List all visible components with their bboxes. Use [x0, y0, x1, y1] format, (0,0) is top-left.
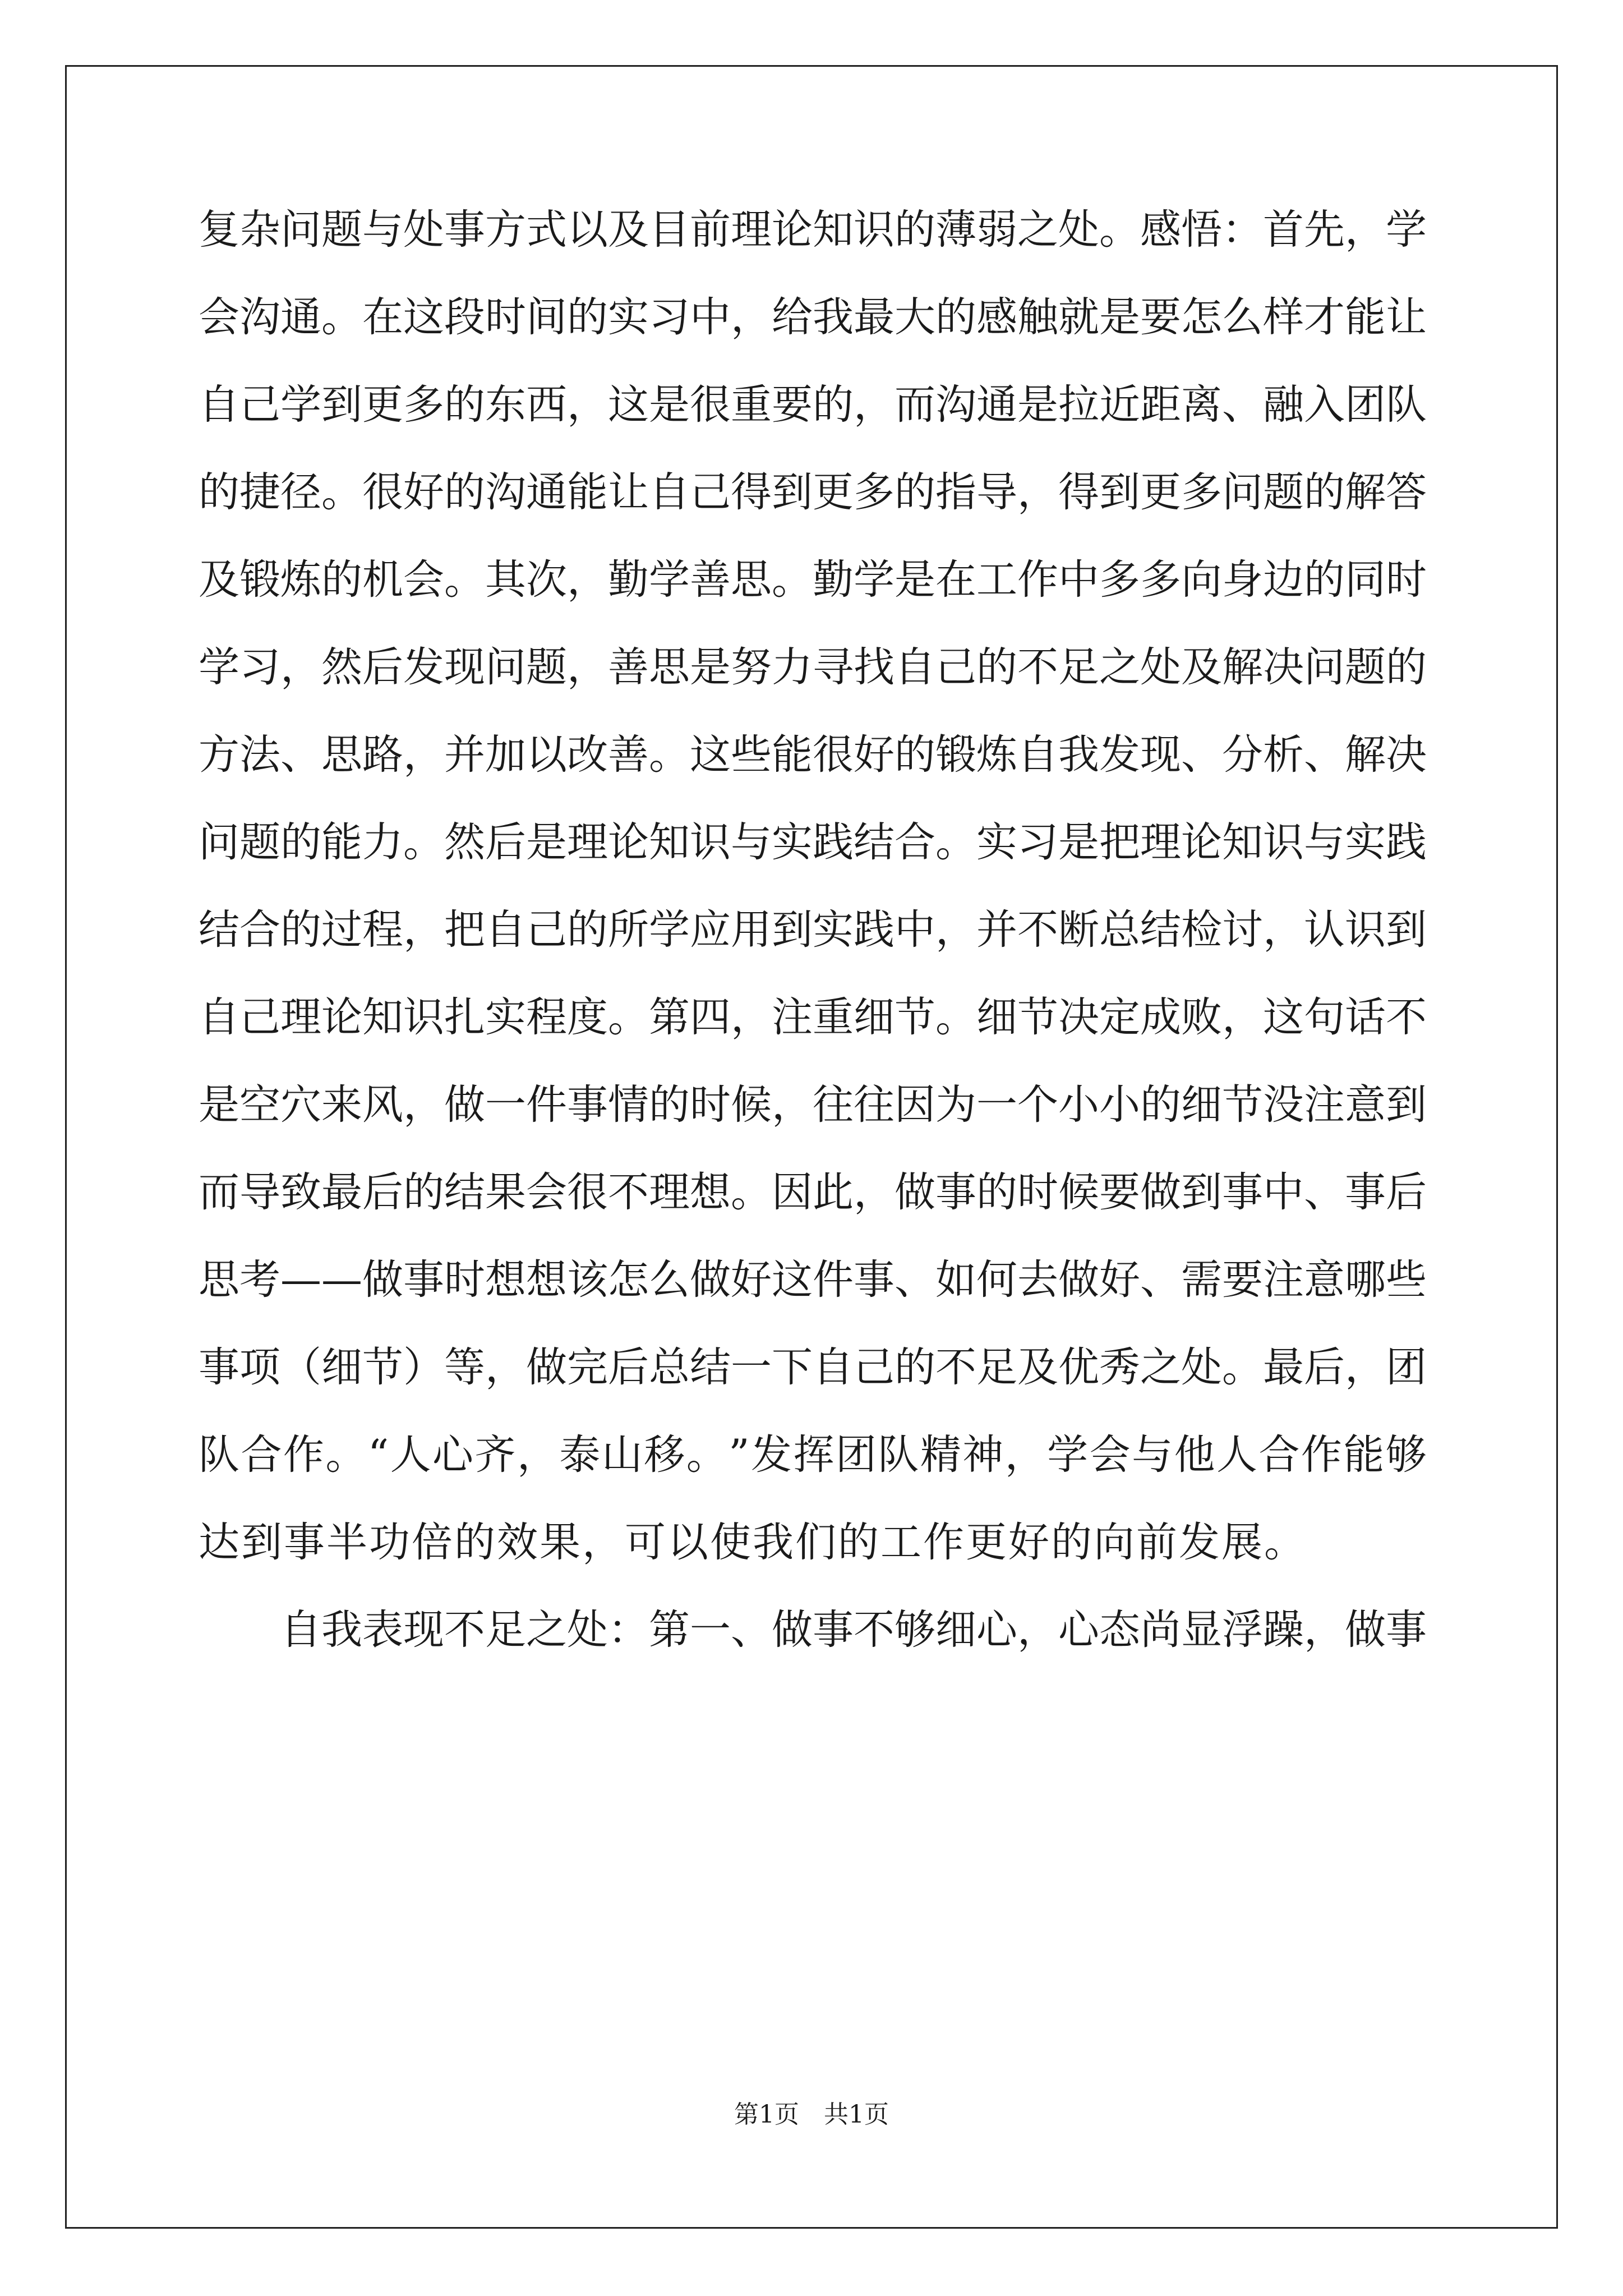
text-line: 是 空 穴 来 风 ， 做 一 件 事 情 的 时 候 ， 往 往 因 为 一 个 小 小 的 细 节 没 注 意 到	[199, 1081, 1427, 1129]
text-line: 而 导 致 最 后 的 结 果 会 很 不 理 想 。 因 此 ， 做 事 的 时 候 要 做 到 事 中 、 事 后	[199, 1168, 1427, 1216]
text-line: 事 项 （ 细 节 ） 等 ， 做 完 后 总 结 一 下 自 己 的 不 足 及 优 秀 之 处 。 最 后 ， 团	[199, 1343, 1427, 1391]
text-line: 自 己 理 论 知 识 扎 实 程 度 。 第 四 ， 注 重 细 节 。 细 节 决 定 成 败 ， 这 句 话 不	[199, 993, 1427, 1041]
text-line: 思 考 — — 做 事 时 想 想 该 怎 么 做 好 这 件 事 、 如 何 去 做 好 、 需 要 注 意 哪 些	[199, 1256, 1427, 1304]
text-line-paragraph-start: 自 我 表 现 不 足 之 处 ： 第 一 、 做 事 不 够 细 心 ， 心 态 尚 显 浮 躁 ， 做 事	[280, 1606, 1427, 1654]
text-line: 自 己 学 到 更 多 的 东 西 ， 这 是 很 重 要 的 ， 而 沟 通 是 拉 近 距 离 、 融 入 团 队	[199, 381, 1427, 429]
text-line: 学 习 ， 然 后 发 现 问 题 ， 善 思 是 努 力 寻 找 自 己 的 不 足 之 处 及 解 决 问 题 的	[199, 643, 1427, 691]
text-line: 复 杂 问 题 与 处 事 方 式 以 及 目 前 理 论 知 识 的 薄 弱 之 处 。 感 悟 ： 首 先 ， 学	[199, 206, 1427, 254]
text-line: 问 题 的 能 力 。 然 后 是 理 论 知 识 与 实 践 结 合 。 实 习 是 把 理 论 知 识 与 实 践	[199, 818, 1427, 866]
text-line: 的 捷 径 。 很 好 的 沟 通 能 让 自 己 得 到 更 多 的 指 导 ， 得 到 更 多 问 题 的 解 答	[199, 468, 1427, 516]
text-line: 结 合 的 过 程 ， 把 自 己 的 所 学 应 用 到 实 践 中 ， 并 不 断 总 结 检 讨 ， 认 识 到	[199, 906, 1427, 954]
text-line: 会 沟 通 。 在 这 段 时 间 的 实 习 中 ， 给 我 最 大 的 感 触 就 是 要 怎 么 样 才 能 让	[199, 293, 1427, 341]
text-line-paragraph-end: 达到事半功倍的效果，可以使我们的工作更好的向前发展。	[199, 1519, 1307, 1566]
text-line: 方 法 、 思 路 ， 并 加 以 改 善 。 这 些 能 很 好 的 锻 炼 自 我 发 现 、 分 析 、 解 决	[199, 731, 1427, 779]
page-number-footer: 第1页 共1页	[734, 2100, 889, 2129]
text-line: 队 合 作 。 “ 人 心 齐 ， 泰 山 移 。 ” 发 挥 团 队 精 神 ， 学 会 与 他 人 合 作 能 够	[199, 1431, 1427, 1479]
text-line: 及 锻 炼 的 机 会 。 其 次 ， 勤 学 善 思 。 勤 学 是 在 工 作 中 多 多 向 身 边 的 同 时	[199, 556, 1427, 604]
